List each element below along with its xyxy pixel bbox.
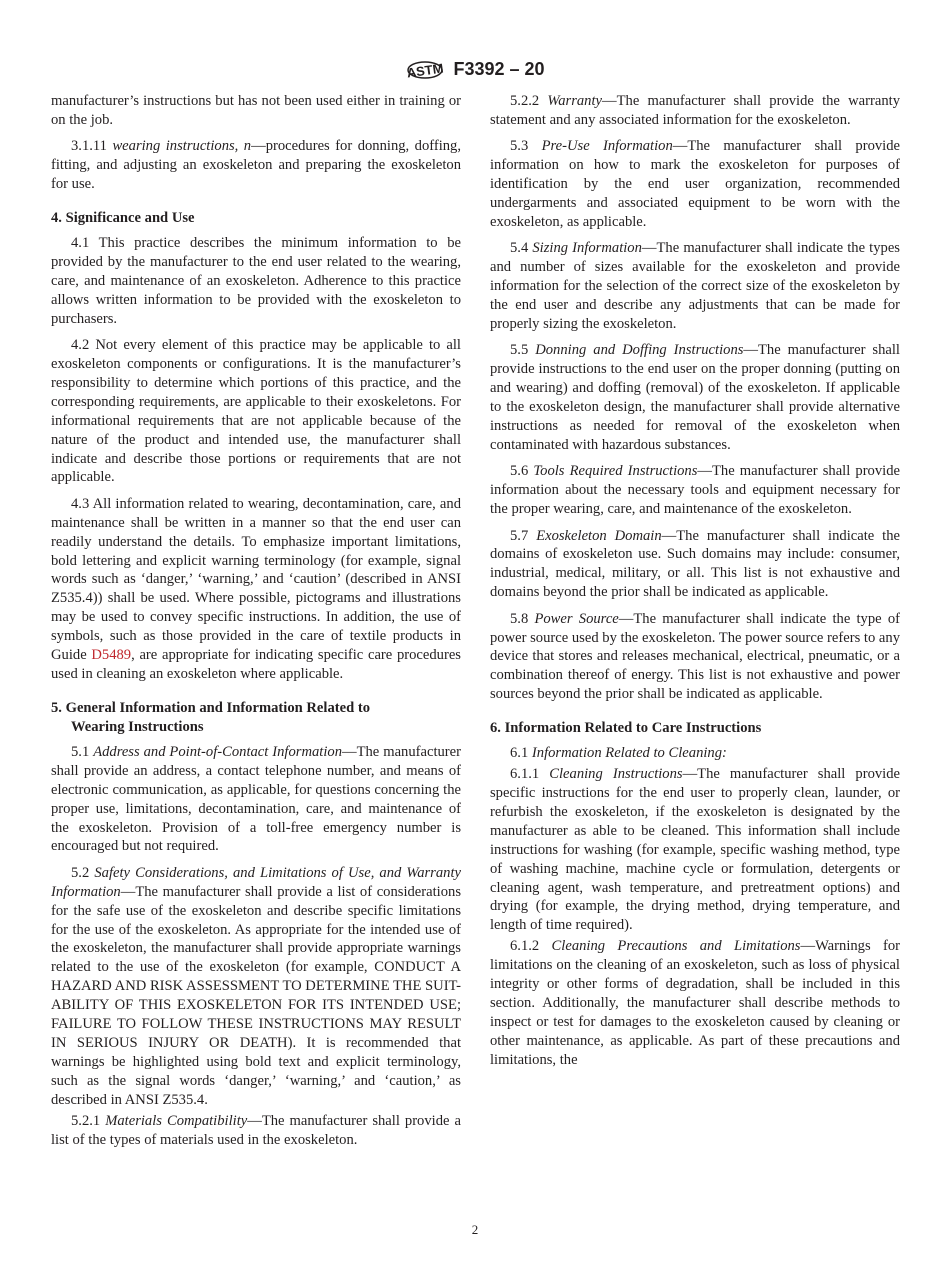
paragraph-6-1-1: 6.1.1 Cleaning Instructions—The manufacturer shall provide specific instructions for the end user to properly clean, launder, or refurbish the exoskeleton, if the exoskeleton is designated by the manufacturer as able to be cleaned. This information shall include instructions for washing (for example, specific washing method, type of washing machine, machine cycle or formulation, detergents or cleaning agent, wash temperature, and pretreatment options) and drying (for example, the drying method, drying temperature, and length of time required). <box>490 766 900 934</box>
paragraph-3-1-11: 3.1.11 wearing instructions, n—procedures for donning, doffing, fitting, and adjusting an exoskeleton and preparing the exoskeleton for use. <box>51 138 462 193</box>
svg-text:ASTM: ASTM <box>406 60 445 81</box>
paragraph-5-4: 5.4 Sizing Information—The manufacturer shall indicate the types and number of sizes available for the exoskeleton and provide information for the selection of the correct size of the exoskeleton by the end user and describe any adjustments that can be made for properly sizing the exoskeleton. <box>490 240 900 332</box>
paragraph-5-1: 5.1 Address and Point-of-Contact Information—The manufacturer shall provide an address, a contact telephone number, and means of electronic communication, as applicable, for questions concerning the proper use, limitations, decontamination, care, and maintenance of the exoskeleton. Provision of a toll-free emergency number is encouraged but not required. <box>51 743 462 855</box>
paragraph-5-7: 5.7 Exoskeleton Domain—The manufacturer shall indicate the domains of exoskeleton use. Such domains may include: consumer, industrial, medical, military, or all. This list is not exhaustive and domains beyond the prior shall be indicated as applicable. <box>490 527 900 601</box>
paragraph-5-2-1: 5.2.1 Materials Compatibility—The manufacturer shall provide a list of the types of materials used in the exoskeleton. <box>51 1112 461 1148</box>
paragraph-5-5: 5.5 Donning and Doffing Instructions—The manufacturer shall provide instructions to the end user on the proper donning (putting on and wearing) and doffing (removal) of the exoskeleton. If applicable to the exoskeleton design, the manufacturer shall provide alternative instructions as needed for removal of the exoskeleton when contaminated with hazardous substances. <box>490 342 900 453</box>
section-5-heading: 5. General Information and Information Related to Wearing Instructions <box>51 699 371 735</box>
paragraph-5-6: 5.6 Tools Required Instructions—The manufacturer shall provide information about the necessary tools and equipment necessary for the proper wearing, care, and maintenance of the exoskeleton. <box>490 463 900 518</box>
right-column <box>490 92 900 1077</box>
paragraph-4-2: 4.2 Not every element of this practice may be applicable to all exoskeleton components or configurations. It is the manufacturer’s responsibility to determine which portions of this practice, and the corresponding requirements, are applicable to their exoskeletons. For informational requirements that are not applicable because of the nature of the product and intended use, the manufacturer shall indicate and describe those portions or requirements that are not applicable. <box>51 337 461 486</box>
term: wearing instructions, n <box>112 138 252 155</box>
paragraph-continuation: manufacturer’s instructions but has not been used either in training or on the job. <box>51 93 461 128</box>
astm-logo-icon <box>405 56 445 82</box>
paragraph-6-1: 6.1 Information Related to Cleaning: <box>510 745 727 762</box>
paragraph-4-1: 4.1 This practice describes the minimum information to be provided by the manufacturer to the end user related to the wearing, care, and maintenance of an exoskeleton. Adherence to this practice allows written information to be provided with the exoskeleton to purchasers. <box>51 235 461 327</box>
paragraph-5-2-2: 5.2.2 Warranty—The manufacturer shall provide the warranty statement and any associated information for the exoskeleton. <box>490 93 900 128</box>
paragraph-5-3: 5.3 Pre-Use Information—The manufacturer shall provide information on how to mark the exoskeleton for purposes of identification by the end user organization, recommended undergarments and associated equipment to be worn with the exoskeleton, as applicable. <box>490 138 900 230</box>
section-4-heading: 4. Significance and Use <box>51 210 195 227</box>
standard-code: F3392 – 20 <box>453 58 545 79</box>
paragraph-5-2: 5.2 Safety Considerations, and Limitations of Use, and Warranty Information—The manufacturer shall provide a list of considerations for the safe use of the exoskeleton and describe specific limitations for the use of the exoskeleton. As appropriate for the intended use of the exoskeleton, the manufacturer shall provide appropriate warnings related to the use of the exoskeleton (for example, CONDUCT A HAZARD AND RISK ASSESSMENT TO DETERMINE THE SUIT-ABILITY OF THIS EXOSKELETON FOR ITS INTENDED USE; FAILURE TO FOLLOW THESE INSTRUCTIONS MAY RESULT IN SERIOUS INJURY OR DEATH). It is recommended that warnings be highlighted using bold text and explicit terminology, such as the signal words ‘danger,’ ‘warning,’ and ‘caution,’ as described in ANSI Z535.4. <box>51 864 461 1108</box>
left-column <box>51 92 461 1157</box>
paragraph-4-3: 4.3 All information related to wearing, decontamination, care, and maintenance shall be written in a manner so that the end user can readily understand the details. To emphasize important limitations, bold lettering and explicit warning terminology (for example, signal words such as ‘danger,’ ‘warning,’ and ‘caution’ (described in ANSI Z535.4)) shall be used. Where possible, pictograms and illustrations may be used to convey specific instructions. In addition, the use of symbols, such as those provided in the care of textile products in Guide D5489, are appropriate for indicating specific care procedures used in cleaning an exoskeleton where applicable. <box>51 495 461 682</box>
link-d5489[interactable]: D5489 <box>91 647 132 664</box>
page-header <box>0 56 950 86</box>
section-6-heading: 6. Information Related to Care Instructions <box>490 720 762 737</box>
paragraph-6-1-2: 6.1.2 Cleaning Precautions and Limitations—Warnings for limitations on the cleaning of an exoskeleton, such as loss of physical integrity or other forms of degradation, shall be included in this section. Additionally, the manufacturer shall describe methods to inspect or test for damages to the exoskeleton caused by cleaning or other maintenance, as applicable. As part of these precautions and limitations, the <box>490 938 901 1068</box>
page-number: 2 <box>471 1222 479 1237</box>
paragraph-5-8: 5.8 Power Source—The manufacturer shall indicate the type of power source used by the exoskeleton. The power source refers to any device that stores and releases mechanical, electrical, pneumatic, or a combination thereof of energy. This list is not exhaustive and power sources beyond the prior shall be indicated as applicable. <box>490 610 901 703</box>
